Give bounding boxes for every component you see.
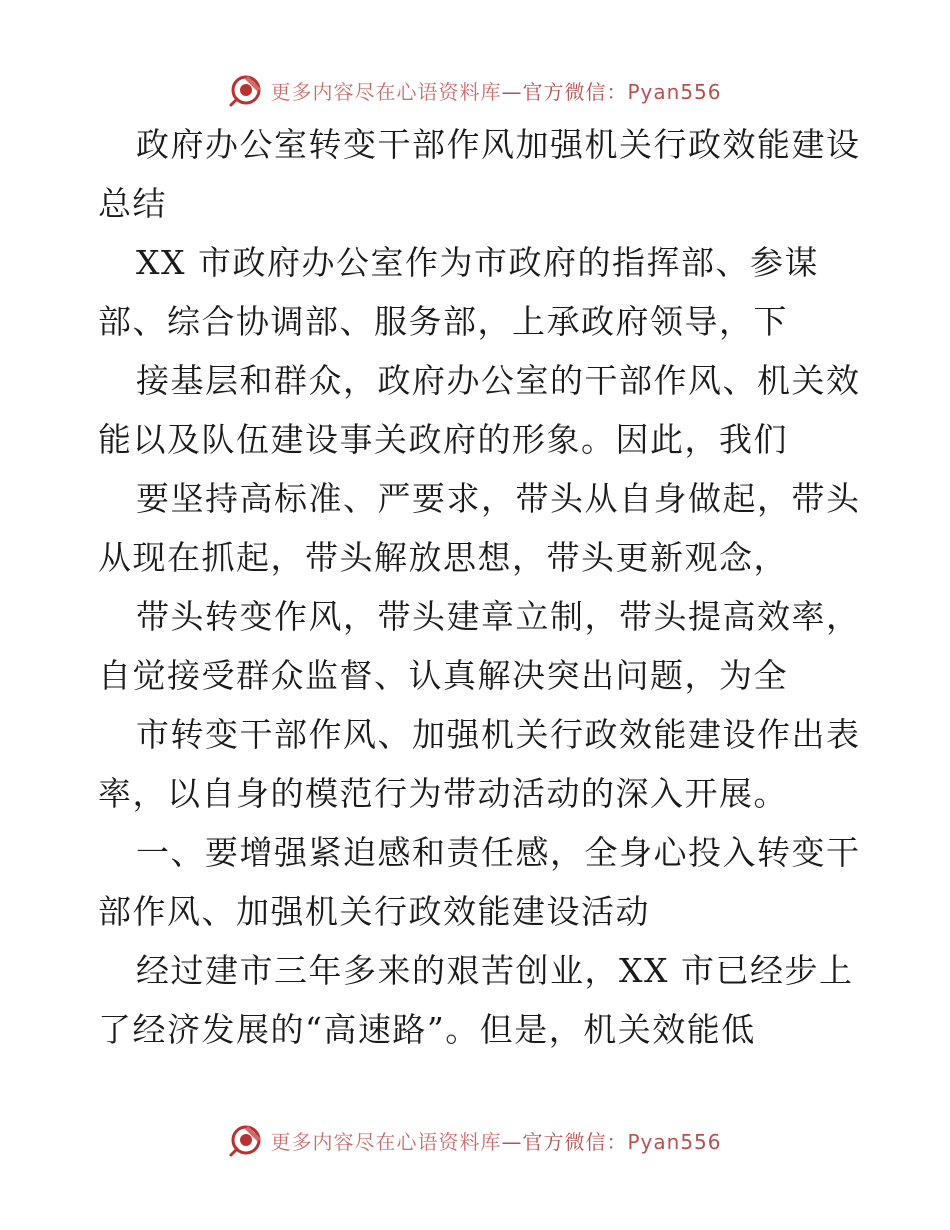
paragraph-line: 带头转变作风，带头建章立制，带头提高效率，: [136, 597, 861, 636]
paragraph-line: 接基层和群众，政府办公室的干部作风、机关效: [136, 361, 861, 400]
paragraph-line: 了经济发展的“高速路”。但是，机关效能低: [98, 1010, 756, 1049]
header-brand-text: 更多内容尽在心语资料库: [270, 79, 502, 104]
paragraph-line: 自觉接受群众监督、认真解决突出问题，为全: [98, 656, 788, 695]
footer-banner: [0, 1120, 950, 1160]
footer-banner-text: [270, 1126, 721, 1155]
brand-logo-icon: [228, 72, 264, 108]
header-banner-text: [270, 76, 721, 105]
paragraph-line: 要坚持高标准、严要求，带头从自身做起，带头: [136, 479, 861, 518]
footer-contact-id: Pyan556: [627, 1129, 722, 1154]
paragraph-line: 从现在抓起，带头解放思想，带头更新观念，: [98, 538, 788, 577]
footer-brand-text: 更多内容尽在心语资料库: [270, 1129, 502, 1154]
paragraph-line: 经过建市三年多来的艰苦创业，XX 市已经步上: [136, 951, 854, 990]
header-banner: [0, 70, 950, 110]
header-separator: —: [501, 79, 523, 104]
brand-logo-icon: [228, 1122, 264, 1158]
paragraph-line: 市转变干部作风、加强机关行政效能建设作出表: [136, 715, 861, 754]
section-heading-line-2: 部作风、加强机关行政效能建设活动: [98, 892, 650, 931]
paragraph-line: 部、综合协调部、服务部，上承政府领导，下: [98, 302, 788, 341]
footer-separator: —: [501, 1129, 523, 1154]
title-line-2: 总结: [98, 184, 167, 223]
header-contact-id: Pyan556: [627, 79, 722, 104]
paragraph-line: 率，以自身的模范行为带动活动的深入开展。: [98, 774, 788, 813]
paragraph-line: XX 市政府办公室作为市政府的指挥部、参谋: [136, 243, 819, 282]
title-line-1: 政府办公室转变干部作风加强机关行政效能建设: [136, 125, 861, 164]
section-heading-line-1: 一、要增强紧迫感和责任感，全身心投入转变干: [136, 833, 861, 872]
footer-contact-label: 官方微信：: [522, 1129, 628, 1154]
header-contact-label: 官方微信：: [522, 79, 628, 104]
paragraph-line: 能以及队伍建设事关政府的形象。因此，我们: [98, 420, 788, 459]
